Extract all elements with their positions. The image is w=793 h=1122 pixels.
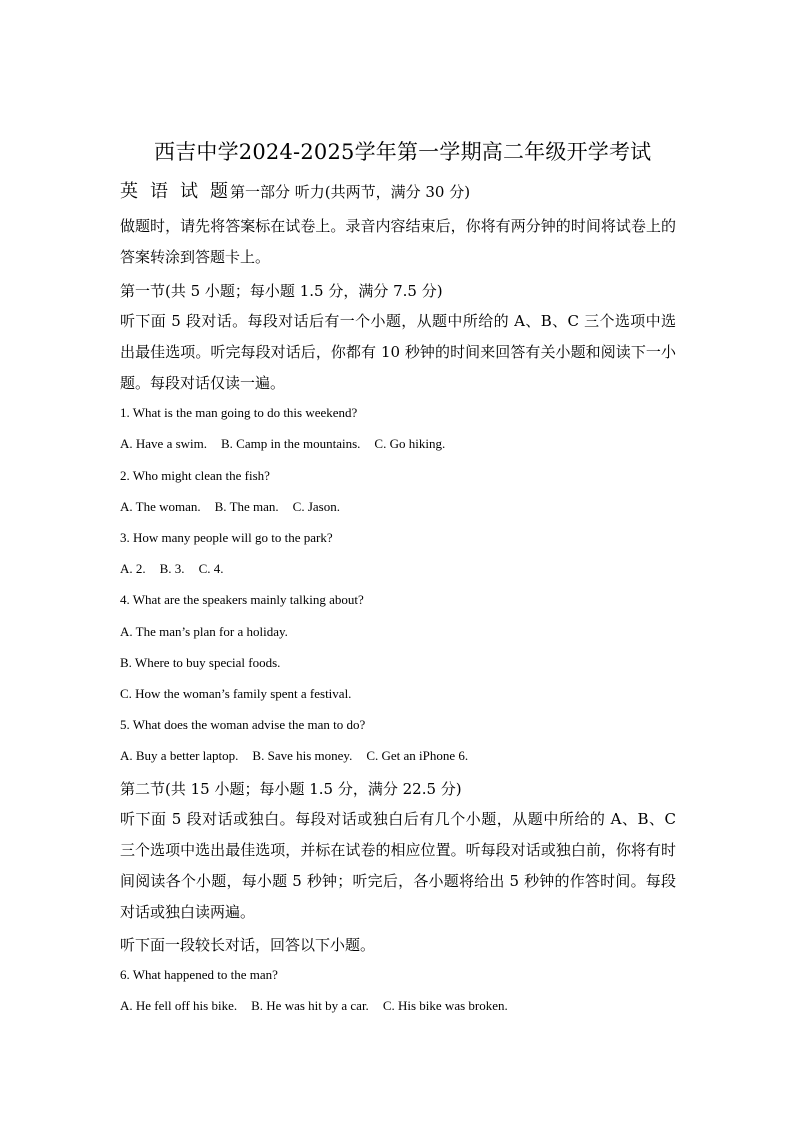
subject-title: 英语试题 <box>120 181 240 202</box>
question-2-options <box>120 499 354 515</box>
subject-line <box>120 177 470 203</box>
question-6-options <box>120 998 522 1014</box>
instructions: 做题时，请先将答案标在试卷上。录音内容结束后，你将有两分钟的时间将试卷上的答案转涂到答题卡上。 <box>120 217 676 266</box>
option-c: C. 4. <box>198 561 224 576</box>
option-b: B. He was hit by a car. <box>251 998 369 1013</box>
option-a: A. The man’s plan for a holiday. <box>120 624 288 639</box>
section2-intro: 听下面一段较长对话，回答以下小题。 <box>120 936 376 954</box>
option-c: C. His bike was broken. <box>382 998 508 1013</box>
option-a: A. 2. <box>120 561 146 576</box>
question-1-options <box>120 436 459 452</box>
question-5: 5. What does the woman advise the man to do? <box>120 717 366 732</box>
option-c: C. Jason. <box>292 499 340 514</box>
question-4: 4. What are the speakers mainly talking about? <box>120 592 364 607</box>
question-2: 2. Who might clean the fish? <box>120 468 270 483</box>
exam-title: 西吉中学2024-2025学年第一学期高二年级开学考试 <box>154 140 652 164</box>
option-a: A. Buy a better laptop. <box>120 748 239 763</box>
part1-heading: 第一部分 听力(共两节，满分 30 分) <box>230 183 471 201</box>
option-c: C. Get an iPhone 6. <box>366 748 469 763</box>
section2-directions: 听下面 5 段对话或独白。每段对话或独白后有几个小题，从题中所给的 A、B、C 三个选项中选出最佳选项，并标在试卷的相应位置。听每段对话或独白前，你将有时间阅读各个小题，每小题 5 秒钟；听完后，各小题将给出 5 秒钟的作答时间。每段对话或独白读两遍。 <box>120 810 676 921</box>
section1-heading: 第一节(共 5 小题；每小题 1.5 分，满分 7.5 分) <box>120 282 443 300</box>
option-a: A. The woman. <box>120 499 201 514</box>
question-5-options <box>120 748 482 764</box>
option-b: B. The man. <box>214 499 279 514</box>
option-a: A. Have a swim. <box>120 436 208 451</box>
option-a: A. He fell off his bike. <box>120 998 238 1013</box>
option-b: B. 3. <box>159 561 185 576</box>
section2-heading: 第二节(共 15 小题；每小题 1.5 分，满分 22.5 分) <box>120 780 462 798</box>
option-c: C. Go hiking. <box>374 436 446 451</box>
option-b: B. Save his money. <box>252 748 353 763</box>
question-3: 3. How many people will go to the park? <box>120 530 333 545</box>
option-b: B. Camp in the mountains. <box>221 436 361 451</box>
question-3-options <box>120 561 237 577</box>
question-1: 1. What is the man going to do this weekend? <box>120 405 358 420</box>
option-b: B. Where to buy special foods. <box>120 655 281 670</box>
section1-directions: 听下面 5 段对话。每段对话后有一个小题，从题中所给的 A、B、C 三个选项中选出最佳选项。听完每段对话后，你都有 10 秒钟的时间来回答有关小题和阅读下一小题。每段对话仅读一遍。 <box>120 312 676 392</box>
question-6: 6. What happened to the man? <box>120 967 278 982</box>
option-c: C. How the woman’s family spent a festival. <box>120 686 352 701</box>
